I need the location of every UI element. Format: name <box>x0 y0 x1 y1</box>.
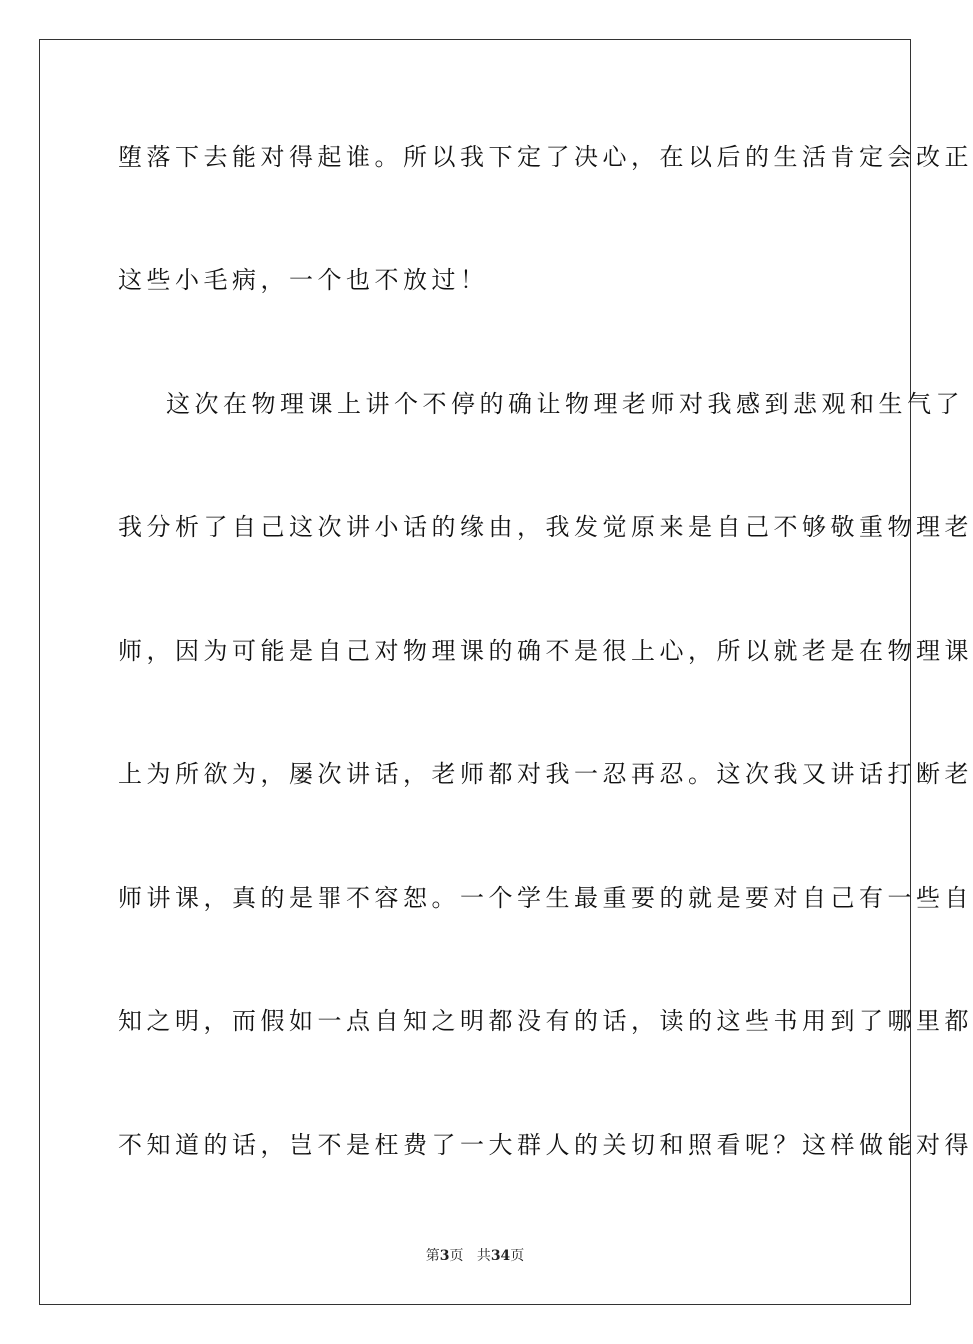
text-line-6: 上为所欲为，屡次讲话，老师都对我一忍再忍。这次我又讲话打断老 <box>118 760 973 788</box>
text-line-9: 不知道的话，岂不是枉费了一大群人的关切和照看呢？这样做能对得 <box>118 1131 973 1159</box>
total-prefix: 共 <box>476 1248 491 1264</box>
page-suffix: 页 <box>449 1248 464 1264</box>
text-line-7: 师讲课，真的是罪不容恕。一个学生最重要的就是要对自己有一些自 <box>118 884 973 912</box>
text-line-3: 这次在物理课上讲个不停的确让物理老师对我感到悲观和生气了 <box>166 390 964 418</box>
page-border <box>39 39 973 1305</box>
text-line-5: 师，因为可能是自己对物理课的确不是很上心，所以就老是在物理课 <box>118 637 973 665</box>
total-suffix: 页 <box>510 1248 525 1264</box>
page-footer <box>0 1247 950 1265</box>
page-prefix: 第 <box>425 1248 440 1264</box>
text-line-8: 知之明，而假如一点自知之明都没有的话，读的这些书用到了哪里都 <box>118 1007 973 1035</box>
total-pages: 34 <box>490 1248 511 1264</box>
text-line-4: 我分析了自己这次讲小话的缘由，我发觉原来是自己不够敬重物理老 <box>118 513 973 541</box>
page-number: 3 <box>439 1248 450 1264</box>
text-line-2: 这些小毛病，一个也不放过！ <box>118 266 489 294</box>
text-line-1: 堕落下去能对得起谁。所以我下定了决心，在以后的生活肯定会改正 <box>118 143 973 171</box>
